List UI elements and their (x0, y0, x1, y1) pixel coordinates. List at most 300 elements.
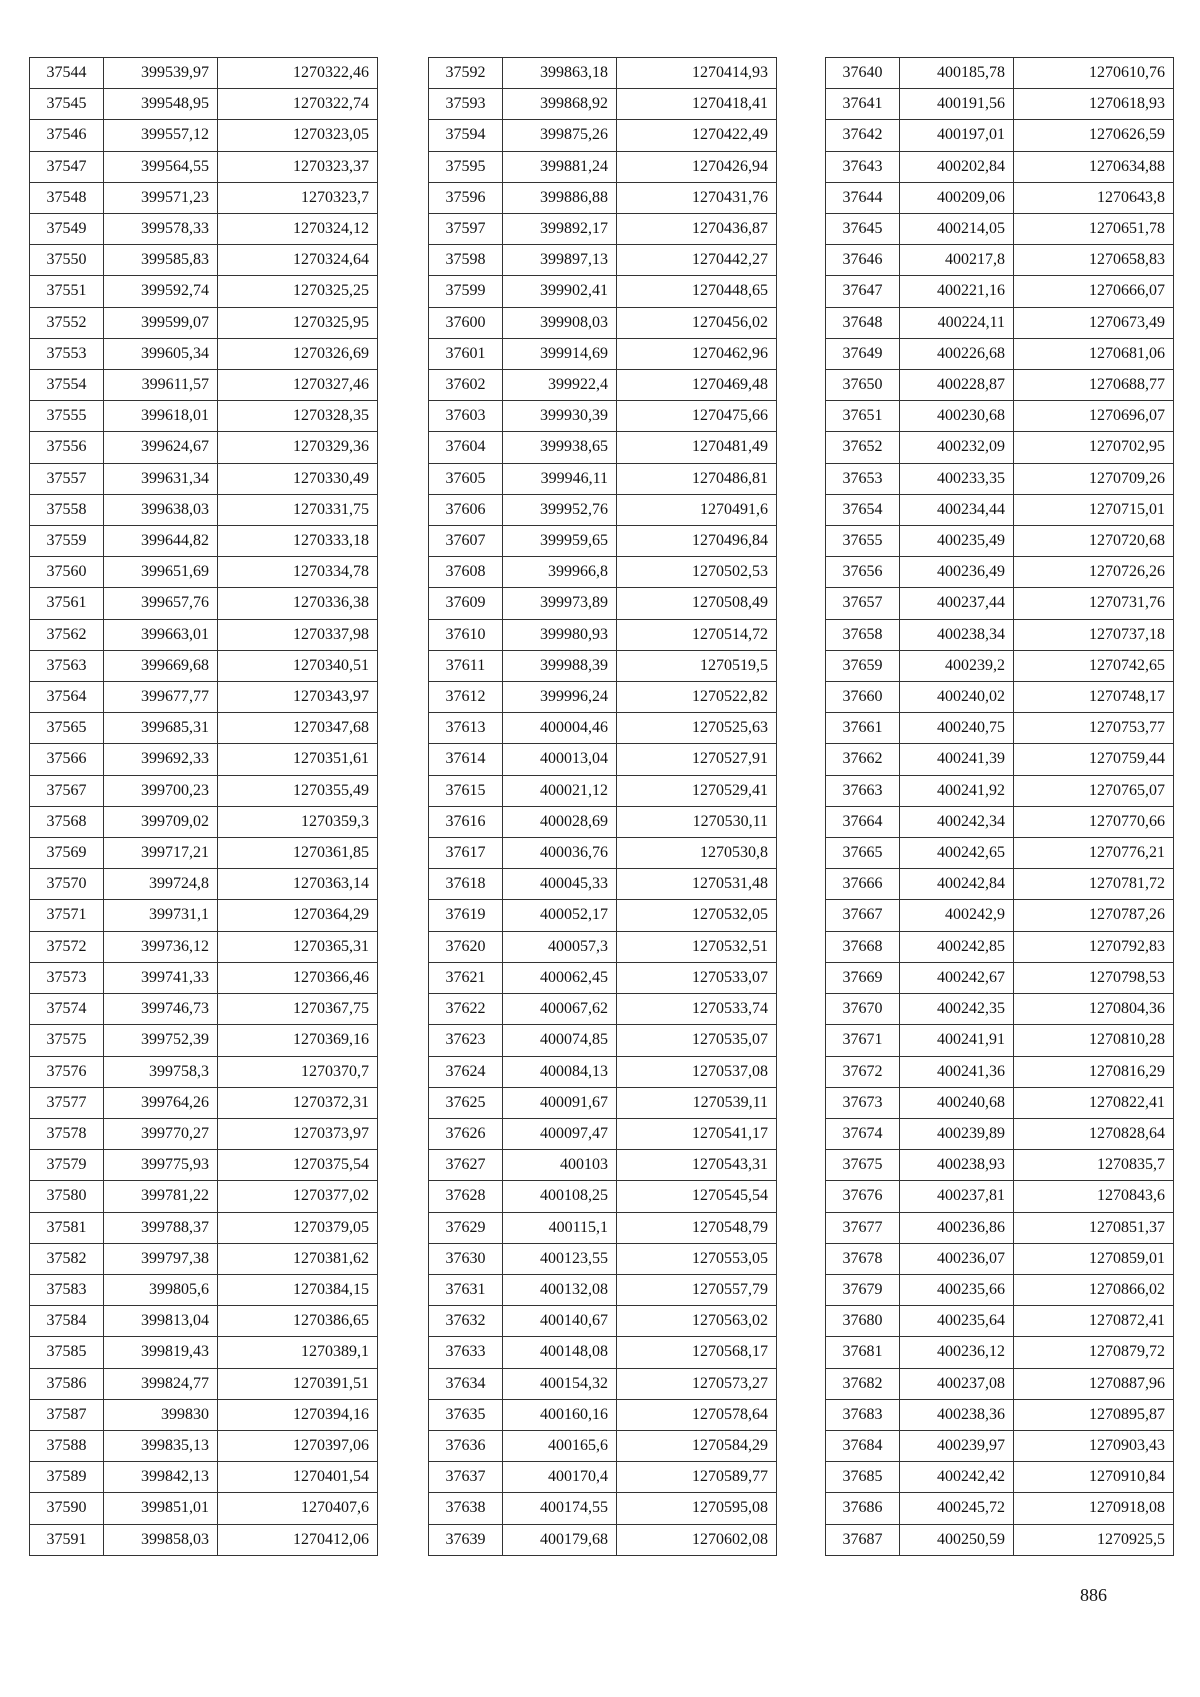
x-coordinate-cell: 400140,67 (503, 1306, 617, 1337)
table-row (826, 432, 1174, 463)
y-coordinate-cell: 1270334,78 (218, 557, 378, 588)
point-number-cell: 37592 (429, 58, 503, 89)
point-number-cell: 37612 (429, 682, 503, 713)
y-coordinate-cell: 1270442,27 (617, 245, 777, 276)
table-row (826, 900, 1174, 931)
y-coordinate-cell: 1270333,18 (218, 526, 378, 557)
y-coordinate-cell: 1270618,93 (1014, 89, 1174, 120)
x-coordinate-cell: 400235,66 (900, 1274, 1014, 1305)
x-coordinate-cell: 399557,12 (104, 120, 218, 151)
point-number-cell: 37652 (826, 432, 900, 463)
table-row (429, 682, 777, 713)
point-number-cell: 37565 (30, 713, 104, 744)
y-coordinate-cell: 1270910,84 (1014, 1462, 1174, 1493)
x-coordinate-cell: 399585,83 (104, 245, 218, 276)
x-coordinate-cell: 400240,02 (900, 682, 1014, 713)
y-coordinate-cell: 1270323,37 (218, 151, 378, 182)
point-number-cell: 37581 (30, 1212, 104, 1243)
y-coordinate-cell: 1270548,79 (617, 1212, 777, 1243)
point-number-cell: 37571 (30, 900, 104, 931)
point-number-cell: 37675 (826, 1150, 900, 1181)
table-row (30, 1150, 378, 1181)
x-coordinate-cell: 400237,81 (900, 1181, 1014, 1212)
table-row (826, 1087, 1174, 1118)
table-row (30, 1462, 378, 1493)
table-row (30, 494, 378, 525)
point-number-cell: 37556 (30, 432, 104, 463)
point-number-cell: 37557 (30, 463, 104, 494)
table-row (429, 588, 777, 619)
table-row (826, 1493, 1174, 1524)
table-row (30, 838, 378, 869)
table-row (826, 1181, 1174, 1212)
x-coordinate-cell: 400240,68 (900, 1087, 1014, 1118)
x-coordinate-cell: 399677,77 (104, 682, 218, 713)
x-coordinate-cell: 400221,16 (900, 276, 1014, 307)
x-coordinate-cell: 400154,32 (503, 1368, 617, 1399)
point-number-cell: 37630 (429, 1243, 503, 1274)
x-coordinate-cell: 399592,74 (104, 276, 218, 307)
point-number-cell: 37597 (429, 214, 503, 245)
point-number-cell: 37678 (826, 1243, 900, 1274)
point-number-cell: 37650 (826, 370, 900, 401)
x-coordinate-cell: 400241,36 (900, 1056, 1014, 1087)
x-coordinate-cell: 400123,55 (503, 1243, 617, 1274)
point-number-cell: 37660 (826, 682, 900, 713)
point-number-cell: 37577 (30, 1087, 104, 1118)
point-number-cell: 37567 (30, 775, 104, 806)
y-coordinate-cell: 1270496,84 (617, 526, 777, 557)
point-number-cell: 37608 (429, 557, 503, 588)
point-number-cell: 37603 (429, 401, 503, 432)
table-row (429, 214, 777, 245)
table-row (429, 58, 777, 89)
y-coordinate-cell: 1270355,49 (218, 775, 378, 806)
table-row (429, 838, 777, 869)
table-row (429, 401, 777, 432)
table-row (826, 1274, 1174, 1305)
table-row (30, 682, 378, 713)
y-coordinate-cell: 1270436,87 (617, 214, 777, 245)
x-coordinate-cell: 400202,84 (900, 151, 1014, 182)
y-coordinate-cell: 1270426,94 (617, 151, 777, 182)
page-number: 886 (1080, 1585, 1107, 1605)
table-row (826, 463, 1174, 494)
point-number-cell: 37618 (429, 869, 503, 900)
y-coordinate-cell: 1270340,51 (218, 650, 378, 681)
table-row (826, 1243, 1174, 1274)
y-coordinate-cell: 1270514,72 (617, 619, 777, 650)
x-coordinate-cell: 400239,2 (900, 650, 1014, 681)
point-number-cell: 37625 (429, 1087, 503, 1118)
x-coordinate-cell: 399938,65 (503, 432, 617, 463)
x-coordinate-cell: 400067,62 (503, 994, 617, 1025)
point-number-cell: 37681 (826, 1337, 900, 1368)
table-row (30, 1056, 378, 1087)
x-coordinate-cell: 400233,35 (900, 463, 1014, 494)
y-coordinate-cell: 1270651,78 (1014, 214, 1174, 245)
point-number-cell: 37677 (826, 1212, 900, 1243)
table-row (429, 1274, 777, 1305)
x-coordinate-cell: 400224,11 (900, 307, 1014, 338)
point-number-cell: 37642 (826, 120, 900, 151)
y-coordinate-cell: 1270530,8 (617, 838, 777, 869)
x-coordinate-cell: 400174,55 (503, 1493, 617, 1524)
y-coordinate-cell: 1270792,83 (1014, 931, 1174, 962)
y-coordinate-cell: 1270347,68 (218, 713, 378, 744)
y-coordinate-cell: 1270895,87 (1014, 1399, 1174, 1430)
point-number-cell: 37622 (429, 994, 503, 1025)
point-number-cell: 37566 (30, 744, 104, 775)
point-number-cell: 37551 (30, 276, 104, 307)
y-coordinate-cell: 1270381,62 (218, 1243, 378, 1274)
point-number-cell: 37599 (429, 276, 503, 307)
table-row (30, 1181, 378, 1212)
point-number-cell: 37560 (30, 557, 104, 588)
y-coordinate-cell: 1270610,76 (1014, 58, 1174, 89)
point-number-cell: 37585 (30, 1337, 104, 1368)
x-coordinate-cell: 400241,91 (900, 1025, 1014, 1056)
point-number-cell: 37582 (30, 1243, 104, 1274)
x-coordinate-cell: 399835,13 (104, 1430, 218, 1461)
table-row (30, 276, 378, 307)
point-number-cell: 37647 (826, 276, 900, 307)
x-coordinate-cell: 400240,75 (900, 713, 1014, 744)
y-coordinate-cell: 1270666,07 (1014, 276, 1174, 307)
x-coordinate-cell: 400239,89 (900, 1118, 1014, 1149)
x-coordinate-cell: 399973,89 (503, 588, 617, 619)
table-row (429, 338, 777, 369)
table-row (429, 619, 777, 650)
x-coordinate-cell: 400242,42 (900, 1462, 1014, 1493)
table-row (429, 526, 777, 557)
x-coordinate-cell: 399868,92 (503, 89, 617, 120)
point-number-cell: 37658 (826, 619, 900, 650)
x-coordinate-cell: 399611,57 (104, 370, 218, 401)
y-coordinate-cell: 1270369,16 (218, 1025, 378, 1056)
y-coordinate-cell: 1270324,64 (218, 245, 378, 276)
y-coordinate-cell: 1270531,48 (617, 869, 777, 900)
point-number-cell: 37576 (30, 1056, 104, 1087)
table-row (826, 1150, 1174, 1181)
point-number-cell: 37569 (30, 838, 104, 869)
x-coordinate-cell: 399892,17 (503, 214, 617, 245)
x-coordinate-cell: 399988,39 (503, 650, 617, 681)
y-coordinate-cell: 1270742,65 (1014, 650, 1174, 681)
x-coordinate-cell: 400236,12 (900, 1337, 1014, 1368)
table-row (30, 1306, 378, 1337)
table-row (429, 650, 777, 681)
x-coordinate-cell: 400057,3 (503, 931, 617, 962)
y-coordinate-cell: 1270462,96 (617, 338, 777, 369)
point-number-cell: 37601 (429, 338, 503, 369)
table-row (826, 931, 1174, 962)
y-coordinate-cell: 1270545,54 (617, 1181, 777, 1212)
x-coordinate-cell: 399599,07 (104, 307, 218, 338)
y-coordinate-cell: 1270543,31 (617, 1150, 777, 1181)
x-coordinate-cell: 400242,85 (900, 931, 1014, 962)
table-row (826, 588, 1174, 619)
table-row (826, 338, 1174, 369)
table-row (30, 1243, 378, 1274)
point-number-cell: 37584 (30, 1306, 104, 1337)
point-number-cell: 37682 (826, 1368, 900, 1399)
table-row (429, 1118, 777, 1149)
table-row (826, 744, 1174, 775)
table-row (30, 1493, 378, 1524)
x-coordinate-cell: 399746,73 (104, 994, 218, 1025)
table-row (30, 994, 378, 1025)
y-coordinate-cell: 1270925,5 (1014, 1524, 1174, 1555)
x-coordinate-cell: 399805,6 (104, 1274, 218, 1305)
point-number-cell: 37679 (826, 1274, 900, 1305)
table-row (826, 1306, 1174, 1337)
x-coordinate-cell: 399959,65 (503, 526, 617, 557)
point-number-cell: 37657 (826, 588, 900, 619)
point-number-cell: 37645 (826, 214, 900, 245)
y-coordinate-cell: 1270709,26 (1014, 463, 1174, 494)
y-coordinate-cell: 1270681,06 (1014, 338, 1174, 369)
table-row (429, 1212, 777, 1243)
table-row (429, 775, 777, 806)
point-number-cell: 37594 (429, 120, 503, 151)
x-coordinate-cell: 399758,3 (104, 1056, 218, 1087)
point-number-cell: 37563 (30, 650, 104, 681)
point-number-cell: 37611 (429, 650, 503, 681)
x-coordinate-cell: 399914,69 (503, 338, 617, 369)
x-coordinate-cell: 399813,04 (104, 1306, 218, 1337)
point-number-cell: 37648 (826, 307, 900, 338)
x-coordinate-cell: 400228,87 (900, 370, 1014, 401)
x-coordinate-cell: 399548,95 (104, 89, 218, 120)
y-coordinate-cell: 1270759,44 (1014, 744, 1174, 775)
y-coordinate-cell: 1270634,88 (1014, 151, 1174, 182)
y-coordinate-cell: 1270903,43 (1014, 1430, 1174, 1461)
y-coordinate-cell: 1270658,83 (1014, 245, 1174, 276)
x-coordinate-cell: 399709,02 (104, 806, 218, 837)
x-coordinate-cell: 399788,37 (104, 1212, 218, 1243)
point-number-cell: 37671 (826, 1025, 900, 1056)
y-coordinate-cell: 1270537,08 (617, 1056, 777, 1087)
point-number-cell: 37549 (30, 214, 104, 245)
x-coordinate-cell: 400132,08 (503, 1274, 617, 1305)
table-row (30, 900, 378, 931)
y-coordinate-cell: 1270557,79 (617, 1274, 777, 1305)
point-number-cell: 37600 (429, 307, 503, 338)
x-coordinate-cell: 400232,09 (900, 432, 1014, 463)
y-coordinate-cell: 1270533,07 (617, 962, 777, 993)
y-coordinate-cell: 1270765,07 (1014, 775, 1174, 806)
table-row (429, 245, 777, 276)
point-number-cell: 37684 (826, 1430, 900, 1461)
point-number-cell: 37590 (30, 1493, 104, 1524)
table-row (429, 962, 777, 993)
x-coordinate-cell: 400230,68 (900, 401, 1014, 432)
table-row (826, 713, 1174, 744)
x-coordinate-cell: 400209,06 (900, 182, 1014, 213)
y-coordinate-cell: 1270851,37 (1014, 1212, 1174, 1243)
x-coordinate-cell: 400217,8 (900, 245, 1014, 276)
point-number-cell: 37626 (429, 1118, 503, 1149)
point-number-cell: 37685 (826, 1462, 900, 1493)
x-coordinate-cell: 400241,92 (900, 775, 1014, 806)
point-number-cell: 37559 (30, 526, 104, 557)
x-coordinate-cell: 399638,03 (104, 494, 218, 525)
point-number-cell: 37661 (826, 713, 900, 744)
y-coordinate-cell: 1270431,76 (617, 182, 777, 213)
table-row (429, 432, 777, 463)
y-coordinate-cell: 1270322,46 (218, 58, 378, 89)
point-number-cell: 37575 (30, 1025, 104, 1056)
y-coordinate-cell: 1270828,64 (1014, 1118, 1174, 1149)
x-coordinate-cell: 399657,76 (104, 588, 218, 619)
point-number-cell: 37667 (826, 900, 900, 931)
point-number-cell: 37646 (826, 245, 900, 276)
x-coordinate-cell: 400238,34 (900, 619, 1014, 650)
x-coordinate-cell: 399775,93 (104, 1150, 218, 1181)
table-row (826, 1025, 1174, 1056)
point-number-cell: 37570 (30, 869, 104, 900)
x-coordinate-cell: 400028,69 (503, 806, 617, 837)
y-coordinate-cell: 1270324,12 (218, 214, 378, 245)
table-row (826, 89, 1174, 120)
x-coordinate-cell: 400021,12 (503, 775, 617, 806)
y-coordinate-cell: 1270541,17 (617, 1118, 777, 1149)
table-row (429, 182, 777, 213)
y-coordinate-cell: 1270553,05 (617, 1243, 777, 1274)
point-number-cell: 37574 (30, 994, 104, 1025)
x-coordinate-cell: 400160,16 (503, 1399, 617, 1430)
y-coordinate-cell: 1270336,38 (218, 588, 378, 619)
point-number-cell: 37580 (30, 1181, 104, 1212)
point-number-cell: 37629 (429, 1212, 503, 1243)
table-row (826, 682, 1174, 713)
table-row (826, 557, 1174, 588)
y-coordinate-cell: 1270370,7 (218, 1056, 378, 1087)
x-coordinate-cell: 399685,31 (104, 713, 218, 744)
point-number-cell: 37595 (429, 151, 503, 182)
point-number-cell: 37606 (429, 494, 503, 525)
point-number-cell: 37636 (429, 1430, 503, 1461)
table-row (30, 120, 378, 151)
point-number-cell: 37633 (429, 1337, 503, 1368)
table-row (429, 1399, 777, 1430)
x-coordinate-cell: 400236,86 (900, 1212, 1014, 1243)
y-coordinate-cell: 1270456,02 (617, 307, 777, 338)
table-row (826, 869, 1174, 900)
point-number-cell: 37631 (429, 1274, 503, 1305)
point-number-cell: 37653 (826, 463, 900, 494)
table-row (826, 1462, 1174, 1493)
x-coordinate-cell: 399618,01 (104, 401, 218, 432)
x-coordinate-cell: 399908,03 (503, 307, 617, 338)
table-row (30, 182, 378, 213)
table-row (429, 1462, 777, 1493)
table-row (826, 494, 1174, 525)
y-coordinate-cell: 1270412,06 (218, 1524, 378, 1555)
point-number-cell: 37614 (429, 744, 503, 775)
y-coordinate-cell: 1270322,74 (218, 89, 378, 120)
x-coordinate-cell: 400242,34 (900, 806, 1014, 837)
table-row (826, 806, 1174, 837)
point-number-cell: 37640 (826, 58, 900, 89)
point-number-cell: 37588 (30, 1430, 104, 1461)
table-row (429, 744, 777, 775)
y-coordinate-cell: 1270533,74 (617, 994, 777, 1025)
table-row (826, 401, 1174, 432)
table-row (826, 994, 1174, 1025)
x-coordinate-cell: 399571,23 (104, 182, 218, 213)
table-row (30, 1337, 378, 1368)
table-row (429, 1306, 777, 1337)
table-row (30, 526, 378, 557)
table-row (30, 89, 378, 120)
table-row (826, 182, 1174, 213)
table-row (826, 58, 1174, 89)
y-coordinate-cell: 1270643,8 (1014, 182, 1174, 213)
table-row (30, 869, 378, 900)
y-coordinate-cell: 1270375,54 (218, 1150, 378, 1181)
table-row (30, 1524, 378, 1555)
point-number-cell: 37547 (30, 151, 104, 182)
x-coordinate-cell: 399539,97 (104, 58, 218, 89)
x-coordinate-cell: 399966,8 (503, 557, 617, 588)
point-number-cell: 37628 (429, 1181, 503, 1212)
y-coordinate-cell: 1270327,46 (218, 370, 378, 401)
point-number-cell: 37670 (826, 994, 900, 1025)
y-coordinate-cell: 1270337,98 (218, 619, 378, 650)
y-coordinate-cell: 1270379,05 (218, 1212, 378, 1243)
y-coordinate-cell: 1270532,05 (617, 900, 777, 931)
point-number-cell: 37598 (429, 245, 503, 276)
point-number-cell: 37607 (429, 526, 503, 557)
y-coordinate-cell: 1270527,91 (617, 744, 777, 775)
table-row (429, 1087, 777, 1118)
table-row (826, 619, 1174, 650)
y-coordinate-cell: 1270359,3 (218, 806, 378, 837)
x-coordinate-cell: 400250,59 (900, 1524, 1014, 1555)
table-row (30, 1025, 378, 1056)
table-row (429, 869, 777, 900)
table-row (429, 151, 777, 182)
y-coordinate-cell: 1270787,26 (1014, 900, 1174, 931)
x-coordinate-cell: 399624,67 (104, 432, 218, 463)
y-coordinate-cell: 1270530,11 (617, 806, 777, 837)
x-coordinate-cell: 400239,97 (900, 1430, 1014, 1461)
x-coordinate-cell: 399952,76 (503, 494, 617, 525)
y-coordinate-cell: 1270595,08 (617, 1493, 777, 1524)
point-number-cell: 37544 (30, 58, 104, 89)
y-coordinate-cell: 1270343,97 (218, 682, 378, 713)
y-coordinate-cell: 1270325,25 (218, 276, 378, 307)
table-row (826, 151, 1174, 182)
table-row (826, 1399, 1174, 1430)
y-coordinate-cell: 1270702,95 (1014, 432, 1174, 463)
y-coordinate-cell: 1270372,31 (218, 1087, 378, 1118)
y-coordinate-cell: 1270365,31 (218, 931, 378, 962)
x-coordinate-cell: 399631,34 (104, 463, 218, 494)
point-number-cell: 37638 (429, 1493, 503, 1524)
table-row (30, 151, 378, 182)
point-number-cell: 37651 (826, 401, 900, 432)
table-row (826, 526, 1174, 557)
point-number-cell: 37579 (30, 1150, 104, 1181)
point-number-cell: 37663 (826, 775, 900, 806)
table-row (429, 276, 777, 307)
point-number-cell: 37568 (30, 806, 104, 837)
x-coordinate-cell: 399578,33 (104, 214, 218, 245)
point-number-cell: 37635 (429, 1399, 503, 1430)
